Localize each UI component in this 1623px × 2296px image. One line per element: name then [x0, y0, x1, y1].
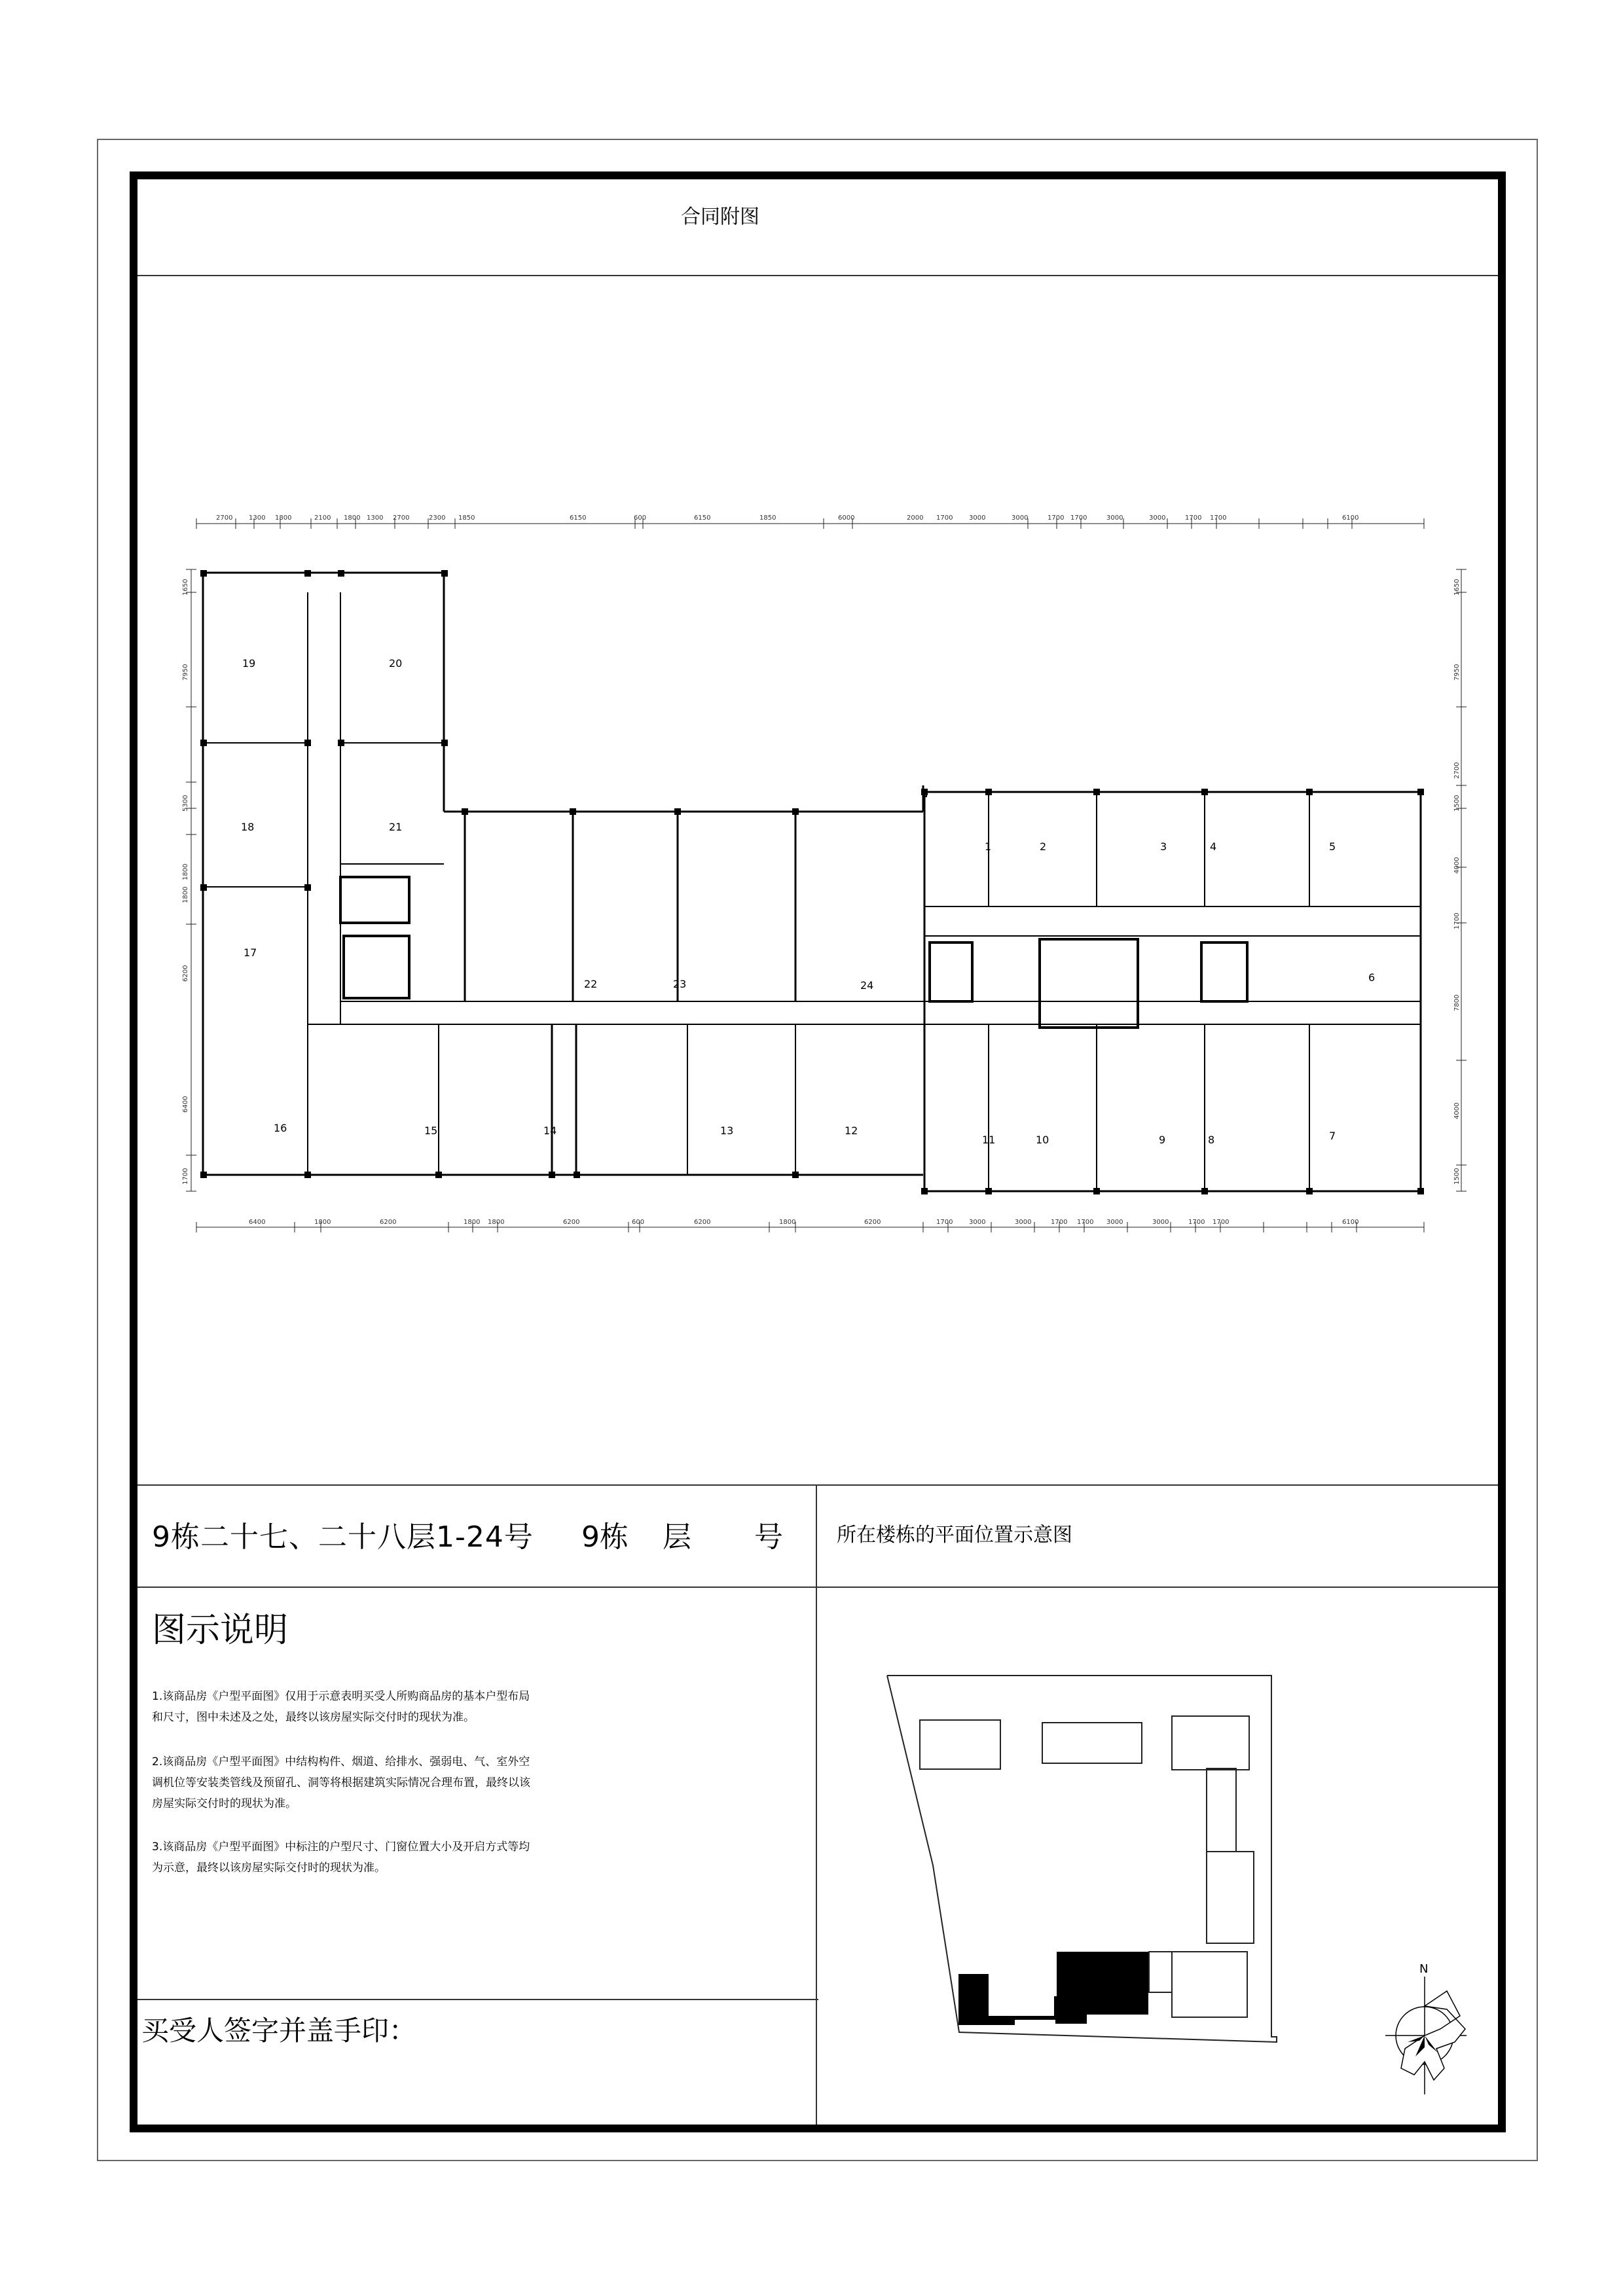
dim-left: 1800	[182, 863, 189, 880]
dim-bottom: 1700	[1213, 1219, 1230, 1226]
dim-top: 2700	[216, 514, 233, 522]
room-label: 17	[244, 946, 257, 959]
dim-bottom: 1800	[464, 1219, 481, 1226]
room-label: 5	[1329, 840, 1336, 853]
room-label: 15	[424, 1124, 438, 1137]
dim-top: 6100	[1342, 514, 1359, 522]
dim-left: 1650	[182, 579, 189, 596]
dim-top: 3000	[969, 514, 986, 522]
room-label: 21	[389, 821, 403, 833]
note-line: 1.该商品房《户型平面图》仅用于示意表明买受人所购商品房的基本户型布局	[152, 1690, 530, 1703]
room-label: 3	[1160, 840, 1167, 853]
dim-top: 2000	[907, 514, 924, 522]
compass-icon	[1381, 1970, 1473, 2101]
dim-bottom: 1800	[488, 1219, 505, 1226]
building-word: 9栋	[581, 1520, 629, 1554]
dim-right: 1700	[1453, 912, 1461, 929]
room-label: 8	[1208, 1134, 1215, 1146]
unit-info: 9栋二十七、二十八层1-24号	[152, 1520, 534, 1554]
floor-word: 层	[663, 1520, 691, 1554]
dim-bottom: 6200	[563, 1219, 580, 1226]
dim-top: 1700	[936, 514, 953, 522]
dim-top: 1850	[458, 514, 475, 522]
note-line: 为示意，最终以该房屋实际交付时的现状为准。	[152, 1861, 386, 1874]
dim-top: 1300	[367, 514, 384, 522]
compass-north-label: N	[1419, 1962, 1429, 1976]
dim-top: 6000	[838, 514, 855, 522]
drawing-title: 合同附图	[681, 206, 759, 228]
room-label: 19	[242, 657, 256, 670]
room-label: 16	[274, 1122, 287, 1134]
room-label: 20	[389, 657, 403, 670]
dim-left: 6200	[182, 965, 189, 982]
room-label: 4	[1210, 840, 1217, 853]
site-plan-title: 所在楼栋的平面位置示意图	[837, 1524, 1072, 1547]
dim-left: 7950	[182, 664, 189, 681]
dim-bottom: 3000	[1106, 1219, 1123, 1226]
dim-top: 3000	[1012, 514, 1029, 522]
info-block-top-divider	[137, 1484, 1498, 1486]
dim-top: 1700	[1048, 514, 1065, 522]
note-line: 和尺寸，图中未述及之处，最终以该房屋实际交付时的现状为准。	[152, 1711, 475, 1724]
note-line: 调机位等安装类管线及预留孔、洞等将根据建筑实际情况合理布置，最终以该	[152, 1776, 530, 1789]
dim-bottom: 6200	[380, 1219, 397, 1226]
dim-top: 1700	[1070, 514, 1087, 522]
room-label: 18	[241, 821, 255, 833]
dim-bottom: 1700	[936, 1219, 953, 1226]
dim-bottom: 1800	[779, 1219, 796, 1226]
info-row-divider	[137, 1587, 1498, 1588]
dim-bottom: 3000	[969, 1219, 986, 1226]
room-label: 11	[982, 1134, 996, 1146]
dim-bottom: 6200	[694, 1219, 711, 1226]
dim-bottom: 1800	[314, 1219, 331, 1226]
note-line: 2.该商品房《户型平面图》中结构构件、烟道、给排水、强弱电、气、室外空	[152, 1755, 530, 1768]
room-label: 14	[543, 1124, 557, 1137]
dim-bottom: 6200	[864, 1219, 881, 1226]
title-divider	[137, 275, 1498, 276]
number-word: 号	[754, 1520, 783, 1554]
dim-top: 2100	[314, 514, 331, 522]
dim-top: 3000	[1106, 514, 1123, 522]
room-label: 7	[1329, 1130, 1336, 1142]
legend-heading: 图示说明	[152, 1611, 289, 1650]
dim-bottom: 6400	[249, 1219, 266, 1226]
dim-top: 2300	[429, 514, 446, 522]
dim-bottom: 6100	[1342, 1219, 1359, 1226]
room-label: 22	[584, 978, 598, 990]
dim-left: 1700	[182, 1168, 189, 1185]
room-label: 24	[860, 979, 874, 992]
note-line: 房屋实际交付时的现状为准。	[152, 1797, 297, 1810]
dim-top: 3000	[1149, 514, 1166, 522]
dim-top: 1800	[344, 514, 361, 522]
signature-label: 买受人签字并盖手印：	[141, 2015, 417, 2047]
dim-right: 7800	[1453, 994, 1461, 1011]
room-label: 9	[1159, 1134, 1166, 1146]
dim-left: 6400	[182, 1096, 189, 1113]
room-label: 13	[720, 1124, 734, 1137]
room-label: 2	[1040, 840, 1047, 853]
dim-bottom: 3000	[1152, 1219, 1169, 1226]
dim-right: 4000	[1453, 1102, 1461, 1119]
dim-top: 1300	[249, 514, 266, 522]
dim-bottom: 1700	[1051, 1219, 1068, 1226]
note-line: 3.该商品房《户型平面图》中标注的户型尺寸、门窗位置大小及开启方式等均	[152, 1840, 530, 1854]
dim-top: 1700	[1210, 514, 1227, 522]
dim-top: 600	[634, 514, 647, 522]
dim-right: 4000	[1453, 857, 1461, 874]
dim-top: 1800	[275, 514, 292, 522]
floor-plan	[183, 511, 1467, 1244]
room-label: 10	[1036, 1134, 1049, 1146]
signature-divider	[137, 1999, 818, 2000]
dim-top: 6150	[694, 514, 711, 522]
dim-top: 6150	[570, 514, 587, 522]
dim-right: 1500	[1453, 795, 1461, 812]
room-label: 6	[1368, 971, 1376, 984]
dim-right: 1500	[1453, 1168, 1461, 1185]
dim-top: 2700	[393, 514, 410, 522]
dim-right: 1650	[1453, 579, 1461, 596]
info-column-divider	[816, 1484, 817, 2125]
room-label: 23	[673, 978, 687, 990]
dim-bottom: 600	[632, 1219, 645, 1226]
dim-bottom: 1700	[1077, 1219, 1094, 1226]
dim-bottom: 3000	[1015, 1219, 1032, 1226]
dim-bottom: 1700	[1188, 1219, 1205, 1226]
dim-right: 7950	[1453, 664, 1461, 681]
dim-top: 1850	[759, 514, 776, 522]
room-label: 12	[845, 1124, 858, 1137]
room-label: 1	[985, 840, 992, 853]
dim-top: 1700	[1185, 514, 1202, 522]
dim-left: 1800	[182, 886, 189, 903]
dim-right: 2700	[1453, 762, 1461, 779]
dim-left: 5300	[182, 795, 189, 812]
